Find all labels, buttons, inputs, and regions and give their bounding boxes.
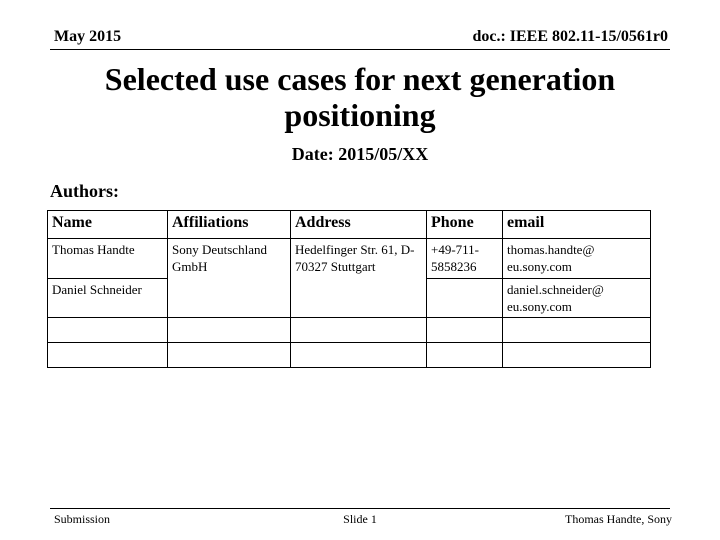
empty-cell (427, 318, 503, 343)
empty-cell (168, 318, 291, 343)
footer-divider (50, 508, 670, 509)
affiliation-cell: Sony Deutschland GmbH (168, 239, 291, 318)
empty-cell (48, 343, 168, 368)
date-line: Date: 2015/05/XX (291, 144, 429, 164)
footer-submission: Submission (54, 512, 111, 526)
empty-cell (168, 343, 291, 368)
email-cell: daniel.schneider@ eu.sony.com (503, 279, 651, 318)
empty-cell (48, 318, 168, 343)
authors-table (47, 210, 651, 368)
author-name-cell: Thomas Handte (48, 239, 168, 279)
header-date: May 2015 (54, 28, 122, 45)
column-header-name: Name (48, 211, 168, 239)
table-row (48, 343, 651, 368)
table-row (48, 318, 651, 343)
phone-cell (427, 279, 503, 318)
table-header-row (48, 211, 651, 239)
empty-cell (503, 318, 651, 343)
table-row (48, 239, 651, 279)
empty-cell (291, 343, 427, 368)
address-cell: Hedelfinger Str. 61, D-70327 Stuttgart (291, 239, 427, 318)
column-header-phone: Phone (427, 211, 503, 239)
column-header-email: email (503, 211, 651, 239)
authors-label: Authors: (50, 181, 120, 201)
footer-author: Thomas Handte, Sony (565, 512, 672, 526)
footer-slide-number: Slide 1 (343, 512, 377, 526)
phone-cell: +49-711-5858236 (427, 239, 503, 279)
column-header-affiliations: Affiliations (168, 211, 291, 239)
slide-title: Selected use cases for next generation positioning (104, 61, 616, 133)
header-divider (50, 49, 670, 50)
email-cell: thomas.handte@ eu.sony.com (503, 239, 651, 279)
column-header-address: Address (291, 211, 427, 239)
author-name-cell: Daniel Schneider (48, 279, 168, 318)
empty-cell (427, 343, 503, 368)
empty-cell (503, 343, 651, 368)
empty-cell (291, 318, 427, 343)
header-doc-id: doc.: IEEE 802.11-15/0561r0 (472, 28, 668, 45)
